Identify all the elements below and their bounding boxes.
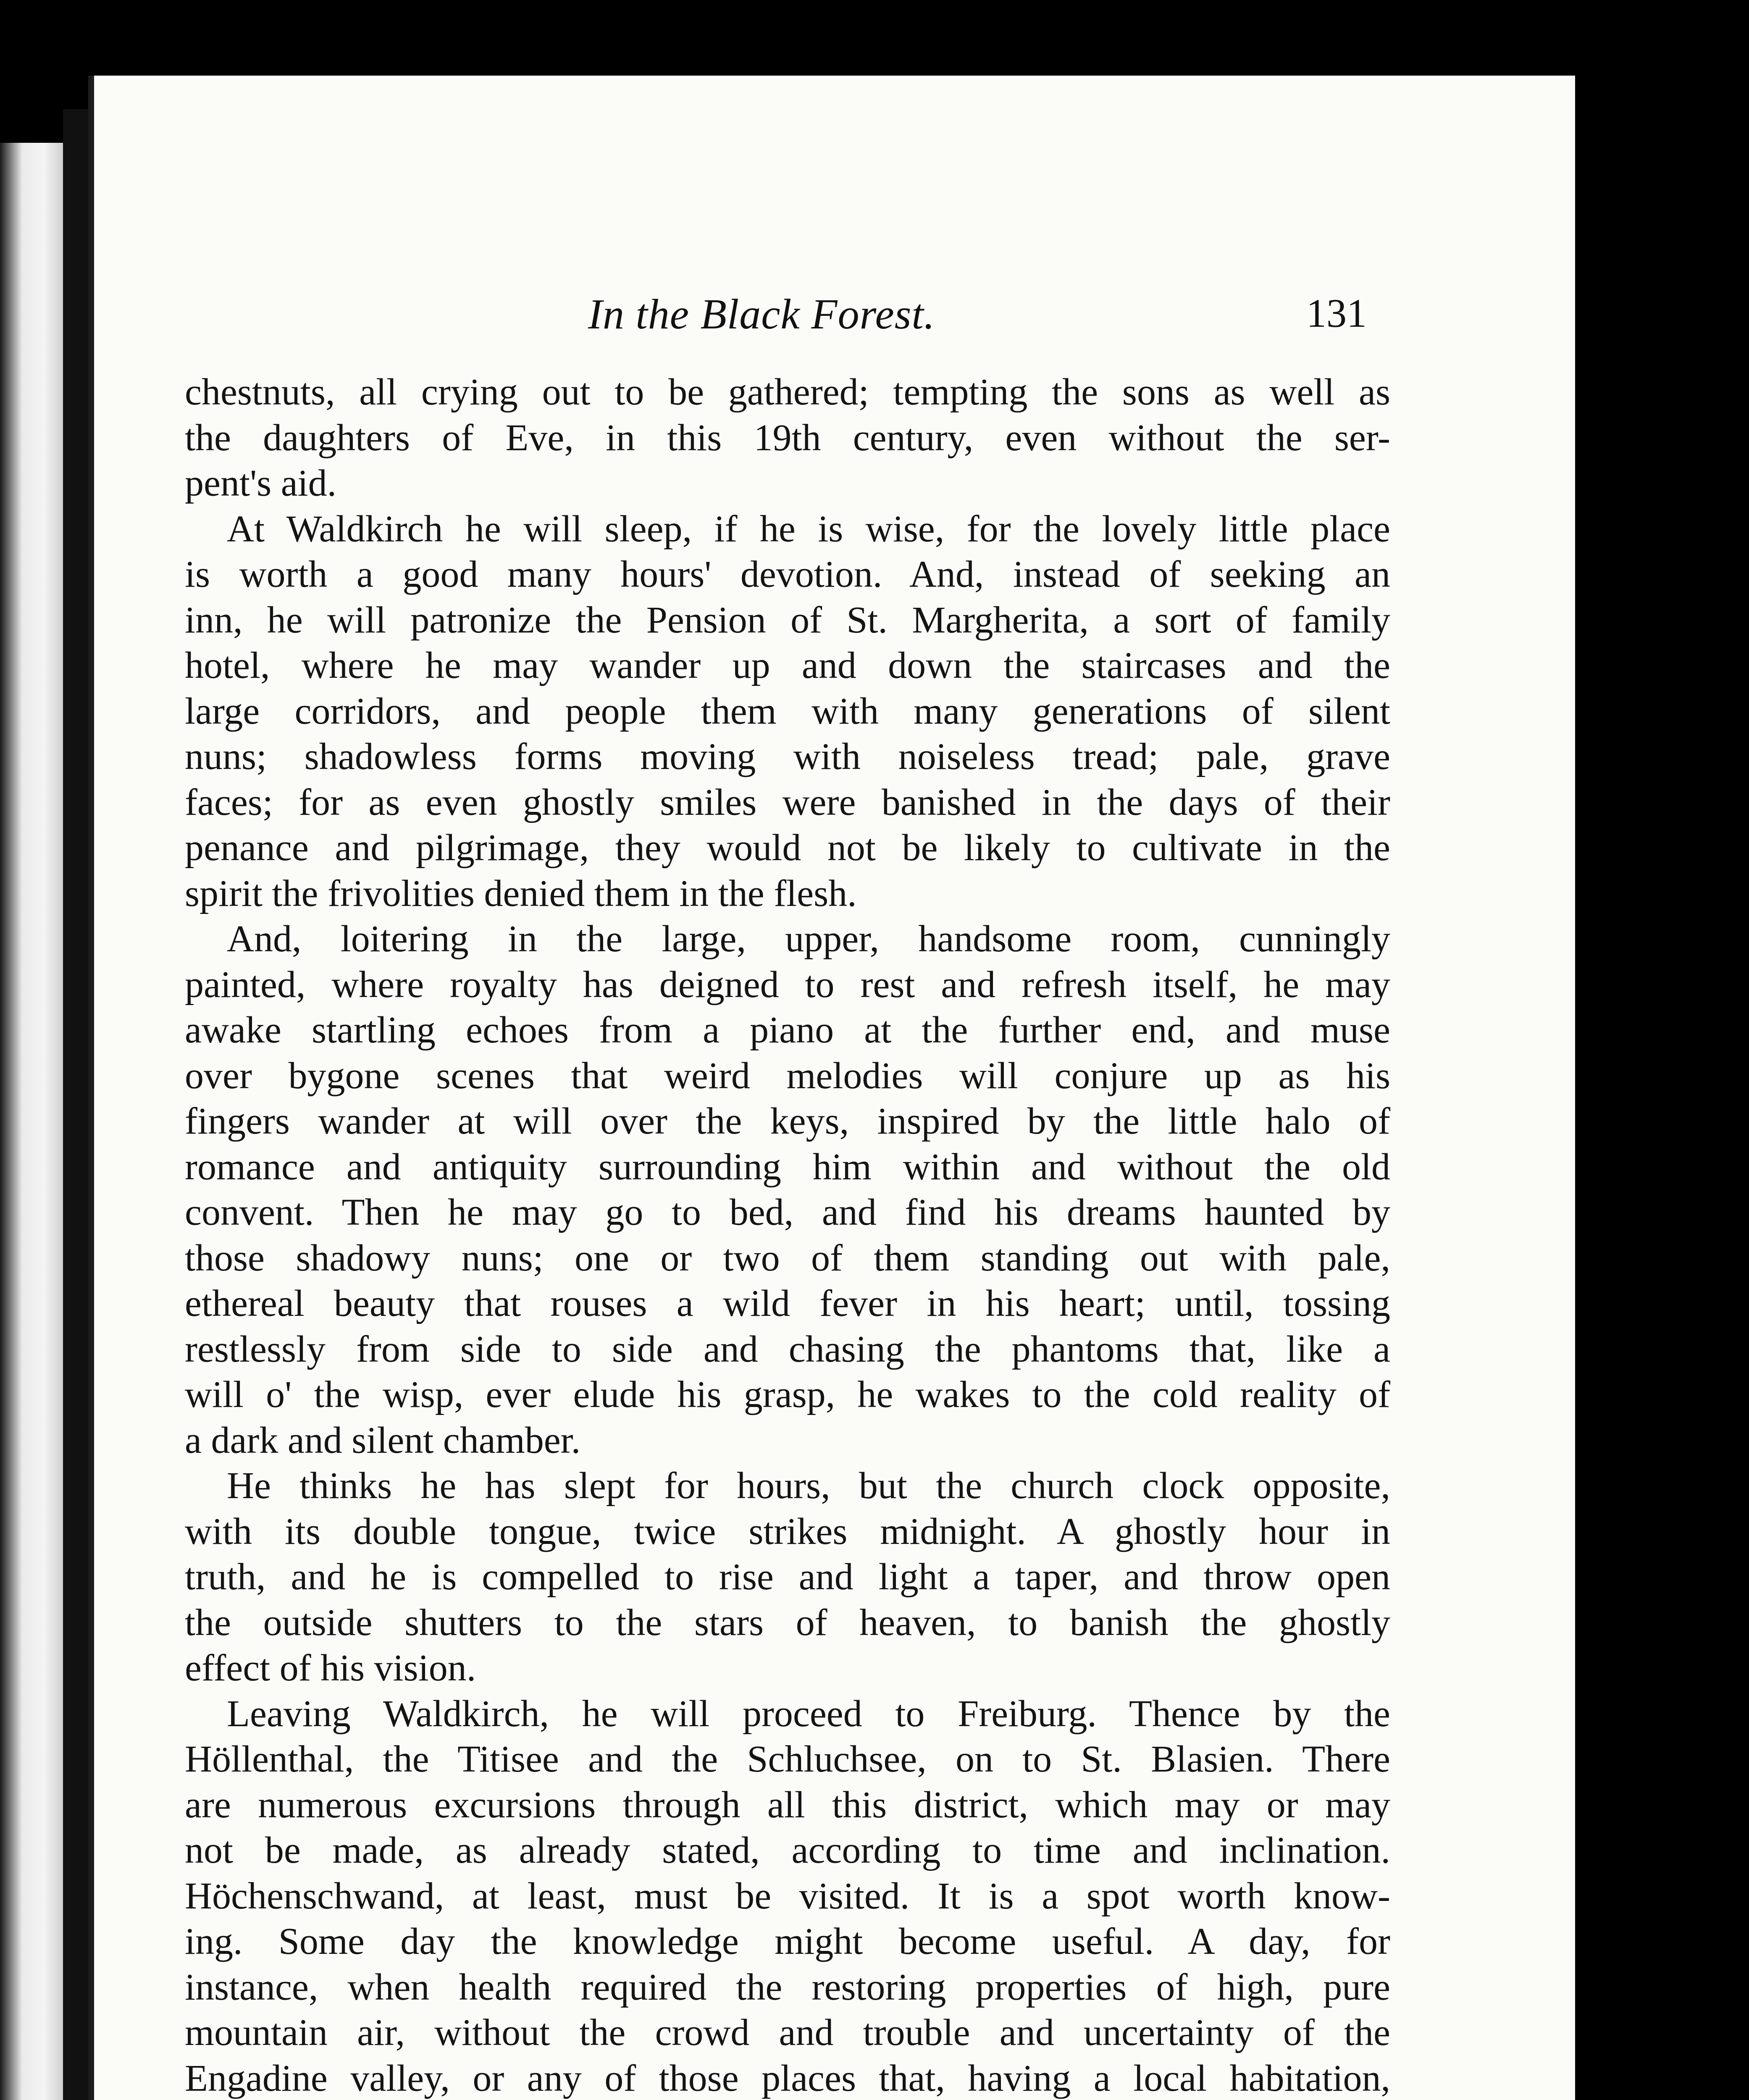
- text-line: spirit the frivolities denied them in the flesh.: [185, 872, 857, 914]
- text-line: restlessly from side to side and chasing the phantoms that, like a: [185, 1328, 1390, 1370]
- text-line: will o' the wisp, ever elude his grasp, he wakes to the cold reality of: [185, 1374, 1390, 1415]
- paragraph-start: And, loitering in the large, upper, handsome room, cunningly: [227, 918, 1390, 960]
- text-line: is worth a good many hours' devotion. And, instead of seeking an: [185, 554, 1390, 595]
- text-line: penance and pilgrimage, they would not be likely to cultivate in the: [185, 827, 1390, 869]
- text-line: with its double tongue, twice strikes midnight. A ghostly hour in: [185, 1510, 1390, 1552]
- text-line: not be made, as already stated, according to time and inclination.: [185, 1830, 1390, 1871]
- previous-page-edge: [0, 143, 63, 2100]
- text-line: romance and antiquity surrounding him within and without the old: [185, 1146, 1390, 1188]
- text-line: nuns; shadowless forms moving with noiseless tread; pale, grave: [185, 736, 1390, 777]
- text-line: Höllenthal, the Titisee and the Schluchsee, on to St. Blasien. There: [185, 1738, 1390, 1780]
- text-line: large corridors, and people them with many generations of silent: [185, 690, 1390, 732]
- text-line: a dark and silent chamber.: [185, 1419, 581, 1461]
- text-line: painted, where royalty has deigned to rest and refresh itself, he may: [185, 963, 1390, 1005]
- body-text: [185, 370, 1390, 2100]
- text-line: faces; for as even ghostly smiles were banished in the days of their: [185, 781, 1390, 823]
- paragraph-start: Leaving Waldkirch, he will proceed to Freiburg. Thence by the: [227, 1693, 1390, 1735]
- running-head: In the Black Forest.: [588, 291, 935, 338]
- text-line: instance, when health required the restoring properties of high, pure: [185, 1966, 1390, 2008]
- text-line: ethereal beauty that rouses a wild fever in his heart; until, tossing: [185, 1283, 1390, 1324]
- text-line: Engadine valley, or any of those places that, having a local habitation,: [185, 2057, 1390, 2099]
- text-line: the outside shutters to the stars of heaven, to banish the ghostly: [185, 1601, 1390, 1643]
- paragraph-start: At Waldkirch he will sleep, if he is wise, for the lovely little place: [227, 508, 1390, 550]
- book-gutter: [63, 109, 88, 2100]
- text-line: pent's aid.: [185, 462, 337, 504]
- text-line: fingers wander at will over the keys, inspired by the little halo of: [185, 1100, 1390, 1142]
- text-line: convent. Then he may go to bed, and find his dreams haunted by: [185, 1192, 1390, 1233]
- text-line: effect of his vision.: [185, 1647, 476, 1689]
- page-number: 131: [1306, 291, 1367, 336]
- text-line: awake startling echoes from a piano at the further end, and muse: [185, 1009, 1390, 1051]
- text-line: truth, and he is compelled to rise and light a taper, and throw open: [185, 1556, 1390, 1598]
- text-line: mountain air, without the crowd and trouble and uncertainty of the: [185, 2012, 1390, 2053]
- text-line: inn, he will patronize the Pension of St. Margherita, a sort of family: [185, 599, 1390, 641]
- text-line: ing. Some day the knowledge might become useful. A day, for: [185, 1921, 1390, 1962]
- text-line: hotel, where he may wander up and down the staircases and the: [185, 645, 1390, 686]
- text-line: chestnuts, all crying out to be gathered; tempting the sons as well as: [185, 371, 1390, 413]
- text-line: Höchenschwand, at least, must be visited. It is a spot worth know-: [185, 1875, 1390, 1917]
- paragraph-start: He thinks he has slept for hours, but the church clock opposite,: [227, 1465, 1390, 1507]
- text-line: those shadowy nuns; one or two of them standing out with pale,: [185, 1237, 1390, 1279]
- text-line: are numerous excursions through all this district, which may or may: [185, 1784, 1390, 1826]
- text-line: over bygone scenes that weird melodies will conjure up as his: [185, 1055, 1390, 1097]
- text-line: the daughters of Eve, in this 19th century, even without the ser-: [185, 417, 1390, 459]
